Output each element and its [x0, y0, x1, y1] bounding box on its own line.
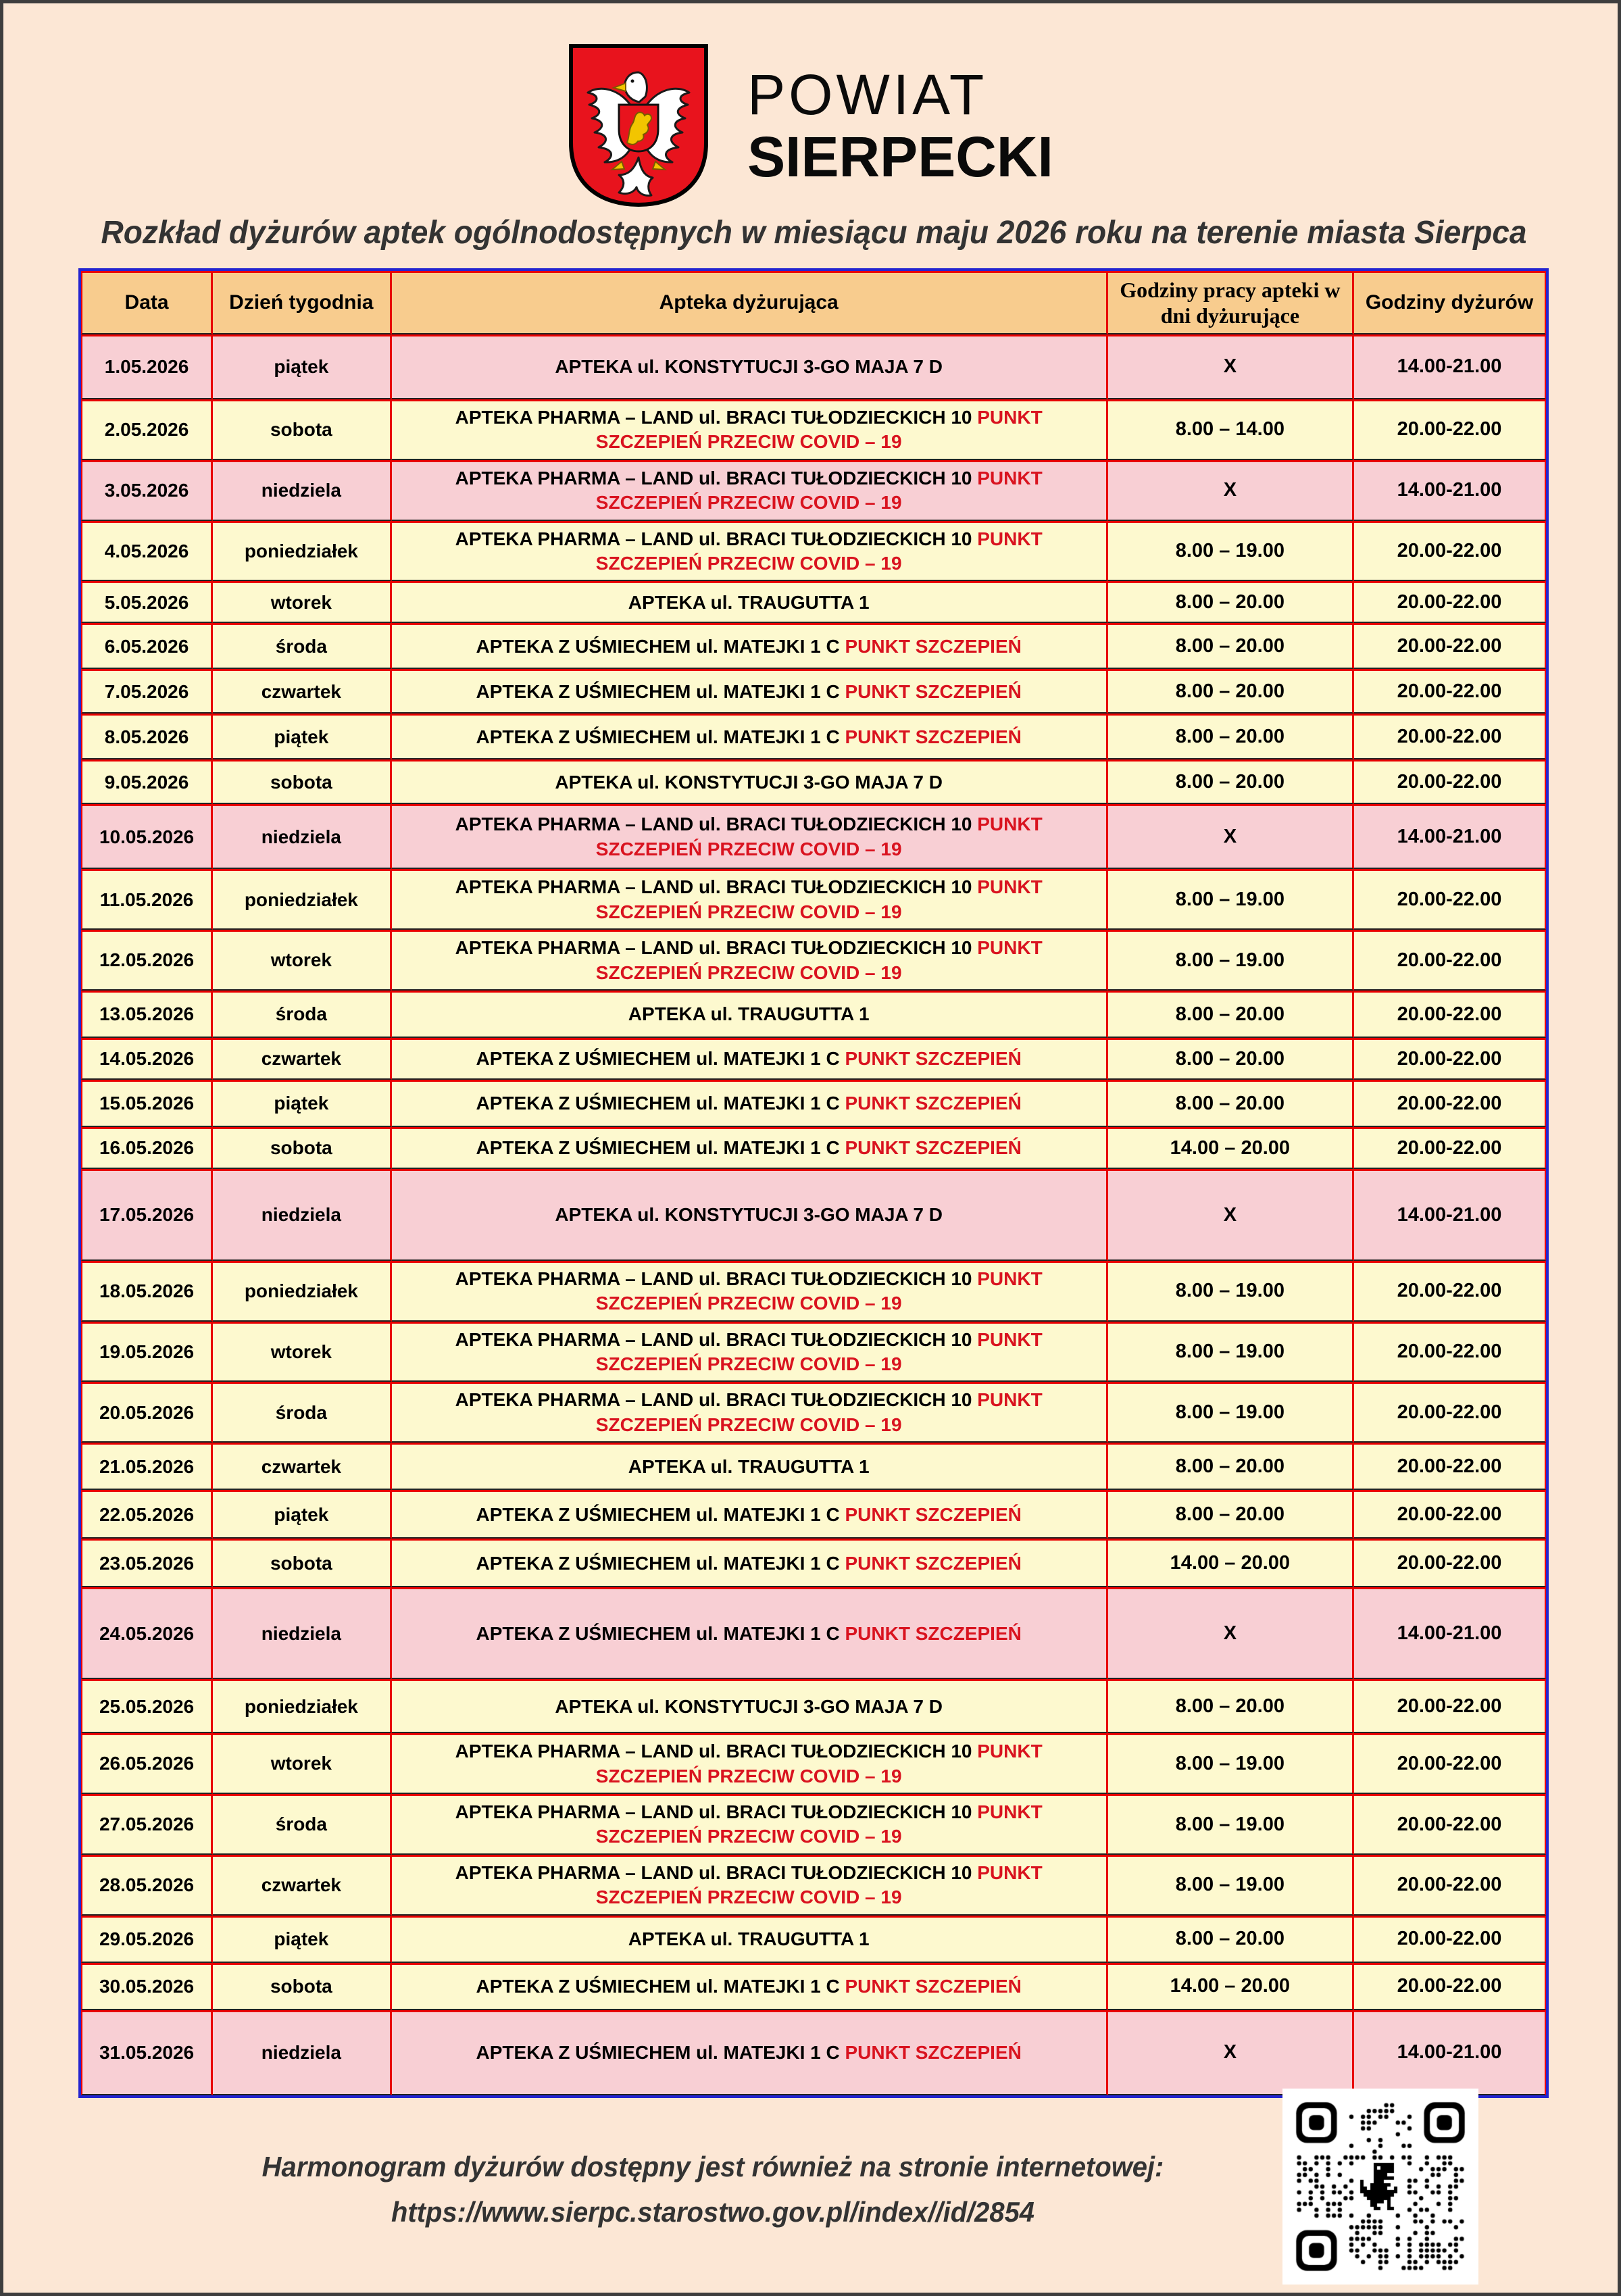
cell-day: środa: [213, 623, 391, 669]
cell-date: 16.05.2026: [81, 1127, 213, 1169]
cell-day: poniedziałek: [213, 1261, 391, 1322]
cell-date: 26.05.2026: [81, 1733, 213, 1794]
cell-date: 9.05.2026: [81, 759, 213, 804]
duty-schedule: [78, 268, 1549, 2098]
cell-pharmacy: APTEKA ul. TRAUGUTTA 1: [392, 1916, 1108, 1963]
cell-work-hours: X: [1108, 2010, 1354, 2095]
cell-pharmacy: APTEKA PHARMA – LAND ul. BRACI TUŁODZIECKICH 10 PUNKT SZCZEPIEŃ PRZECIW COVID – 19: [392, 460, 1108, 521]
table-row: [81, 2010, 1546, 2095]
cell-work-hours: 14.00 – 20.00: [1108, 1539, 1354, 1587]
coat-of-arms-icon: [568, 43, 709, 208]
cell-duty-hours: 20.00-22.00: [1354, 1127, 1546, 1169]
cell-pharmacy: APTEKA PHARMA – LAND ul. BRACI TUŁODZIECKICH 10 PUNKT SZCZEPIEŃ PRZECIW COVID – 19: [392, 1855, 1108, 1916]
cell-work-hours: 8.00 – 20.00: [1108, 759, 1354, 804]
cell-work-hours: 8.00 – 20.00: [1108, 669, 1354, 714]
cell-work-hours: X: [1108, 460, 1354, 521]
cell-day: czwartek: [213, 1855, 391, 1916]
cell-work-hours: X: [1108, 1587, 1354, 1679]
cell-duty-hours: 14.00-21.00: [1354, 1587, 1546, 1679]
cell-day: środa: [213, 1382, 391, 1443]
cell-pharmacy: APTEKA Z UŚMIECHEM ul. MATEJKI 1 C PUNKT SZCZEPIEŃ: [392, 1587, 1108, 1679]
cell-pharmacy: APTEKA Z UŚMIECHEM ul. MATEJKI 1 C PUNKT SZCZEPIEŃ: [392, 1080, 1108, 1127]
table-row: [81, 714, 1546, 759]
cell-pharmacy: APTEKA ul. KONSTYTUCJI 3-GO MAJA 7 D: [392, 1169, 1108, 1261]
cell-date: 3.05.2026: [81, 460, 213, 521]
cell-day: piątek: [213, 714, 391, 759]
table-row: [81, 1443, 1546, 1490]
cell-day: niedziela: [213, 804, 391, 869]
cell-work-hours: 8.00 – 19.00: [1108, 521, 1354, 582]
cell-pharmacy: APTEKA ul. TRAUGUTTA 1: [392, 581, 1108, 623]
cell-pharmacy: APTEKA Z UŚMIECHEM ul. MATEJKI 1 C PUNKT SZCZEPIEŃ: [392, 1490, 1108, 1539]
cell-duty-hours: 20.00-22.00: [1354, 991, 1546, 1038]
cell-date: 13.05.2026: [81, 991, 213, 1038]
cell-day: niedziela: [213, 2010, 391, 2095]
cell-duty-hours: 20.00-22.00: [1354, 1794, 1546, 1855]
cell-work-hours: 8.00 – 19.00: [1108, 1855, 1354, 1916]
table-row: [81, 1127, 1546, 1169]
cell-date: 1.05.2026: [81, 334, 213, 399]
footer-url: https://www.sierpc.starostwo.gov.pl/index//id/2854: [391, 2196, 1034, 2228]
duty-schedule-table: [81, 271, 1546, 2095]
cell-day: piątek: [213, 1916, 391, 1963]
cell-day: sobota: [213, 1539, 391, 1587]
cell-pharmacy: APTEKA Z UŚMIECHEM ul. MATEJKI 1 C PUNKT SZCZEPIEŃ: [392, 714, 1108, 759]
cell-work-hours: 8.00 – 20.00: [1108, 991, 1354, 1038]
cell-day: sobota: [213, 1127, 391, 1169]
column-header-3: Apteka dyżurująca: [392, 271, 1108, 334]
cell-date: 18.05.2026: [81, 1261, 213, 1322]
cell-work-hours: 8.00 – 20.00: [1108, 1443, 1354, 1490]
table-row: [81, 869, 1546, 930]
cell-date: 29.05.2026: [81, 1916, 213, 1963]
cell-day: czwartek: [213, 1038, 391, 1080]
cell-day: niedziela: [213, 1587, 391, 1679]
cell-pharmacy: APTEKA PHARMA – LAND ul. BRACI TUŁODZIECKICH 10 PUNKT SZCZEPIEŃ PRZECIW COVID – 19: [392, 804, 1108, 869]
cell-pharmacy: APTEKA Z UŚMIECHEM ul. MATEJKI 1 C PUNKT SZCZEPIEŃ: [392, 669, 1108, 714]
cell-duty-hours: 20.00-22.00: [1354, 1080, 1546, 1127]
cell-day: poniedziałek: [213, 1679, 391, 1733]
cell-pharmacy: APTEKA PHARMA – LAND ul. BRACI TUŁODZIECKICH 10 PUNKT SZCZEPIEŃ PRZECIW COVID – 19: [392, 869, 1108, 930]
table-row: [81, 623, 1546, 669]
cell-date: 8.05.2026: [81, 714, 213, 759]
cell-day: wtorek: [213, 1322, 391, 1382]
cell-work-hours: 8.00 – 20.00: [1108, 1038, 1354, 1080]
cell-work-hours: X: [1108, 1169, 1354, 1261]
cell-day: sobota: [213, 1963, 391, 2010]
cell-duty-hours: 20.00-22.00: [1354, 1679, 1546, 1733]
cell-work-hours: 14.00 – 20.00: [1108, 1127, 1354, 1169]
cell-day: sobota: [213, 399, 391, 460]
cell-duty-hours: 20.00-22.00: [1354, 1916, 1546, 1963]
cell-work-hours: 8.00 – 19.00: [1108, 1382, 1354, 1443]
cell-work-hours: 8.00 – 19.00: [1108, 1322, 1354, 1382]
cell-date: 10.05.2026: [81, 804, 213, 869]
cell-day: czwartek: [213, 669, 391, 714]
org-name: [747, 62, 1053, 189]
qr-code-icon: [1282, 2089, 1478, 2285]
cell-day: niedziela: [213, 1169, 391, 1261]
cell-duty-hours: 20.00-22.00: [1354, 669, 1546, 714]
cell-work-hours: X: [1108, 334, 1354, 399]
cell-date: 14.05.2026: [81, 1038, 213, 1080]
cell-day: piątek: [213, 334, 391, 399]
cell-date: 20.05.2026: [81, 1382, 213, 1443]
cell-date: 7.05.2026: [81, 669, 213, 714]
cell-work-hours: 8.00 – 20.00: [1108, 1916, 1354, 1963]
cell-duty-hours: 20.00-22.00: [1354, 521, 1546, 582]
cell-pharmacy: APTEKA PHARMA – LAND ul. BRACI TUŁODZIECKICH 10 PUNKT SZCZEPIEŃ PRZECIW COVID – 19: [392, 521, 1108, 582]
table-row: [81, 1794, 1546, 1855]
cell-pharmacy: APTEKA PHARMA – LAND ul. BRACI TUŁODZIECKICH 10 PUNKT SZCZEPIEŃ PRZECIW COVID – 19: [392, 399, 1108, 460]
cell-duty-hours: 20.00-22.00: [1354, 1322, 1546, 1382]
cell-duty-hours: 20.00-22.00: [1354, 623, 1546, 669]
cell-pharmacy: APTEKA PHARMA – LAND ul. BRACI TUŁODZIECKICH 10 PUNKT SZCZEPIEŃ PRZECIW COVID – 19: [392, 1382, 1108, 1443]
cell-work-hours: 8.00 – 14.00: [1108, 399, 1354, 460]
table-row: [81, 521, 1546, 582]
cell-work-hours: 8.00 – 19.00: [1108, 869, 1354, 930]
table-row: [81, 1080, 1546, 1127]
cell-work-hours: 8.00 – 19.00: [1108, 1261, 1354, 1322]
cell-pharmacy: APTEKA PHARMA – LAND ul. BRACI TUŁODZIECKICH 10 PUNKT SZCZEPIEŃ PRZECIW COVID – 19: [392, 1261, 1108, 1322]
cell-pharmacy: APTEKA ul. TRAUGUTTA 1: [392, 1443, 1108, 1490]
table-row: [81, 460, 1546, 521]
column-header-5: Godziny dyżurów: [1354, 271, 1546, 334]
table-row: [81, 1169, 1546, 1261]
cell-duty-hours: 20.00-22.00: [1354, 1855, 1546, 1916]
cell-duty-hours: 20.00-22.00: [1354, 759, 1546, 804]
cell-work-hours: 8.00 – 20.00: [1108, 1490, 1354, 1539]
cell-day: piątek: [213, 1490, 391, 1539]
cell-pharmacy: APTEKA PHARMA – LAND ul. BRACI TUŁODZIECKICH 10 PUNKT SZCZEPIEŃ PRZECIW COVID – 19: [392, 1733, 1108, 1794]
cell-pharmacy: APTEKA Z UŚMIECHEM ul. MATEJKI 1 C PUNKT SZCZEPIEŃ: [392, 2010, 1108, 2095]
cell-day: niedziela: [213, 460, 391, 521]
table-header-row: [81, 271, 1546, 334]
cell-date: 5.05.2026: [81, 581, 213, 623]
cell-work-hours: 8.00 – 20.00: [1108, 623, 1354, 669]
cell-date: 31.05.2026: [81, 2010, 213, 2095]
table-row: [81, 1261, 1546, 1322]
table-row: [81, 399, 1546, 460]
footer-line1: Harmonogram dyżurów dostępny jest również na stronie internetowej:: [261, 2151, 1164, 2182]
cell-date: 30.05.2026: [81, 1963, 213, 2010]
table-row: [81, 669, 1546, 714]
cell-duty-hours: 20.00-22.00: [1354, 869, 1546, 930]
cell-duty-hours: 14.00-21.00: [1354, 804, 1546, 869]
table-row: [81, 804, 1546, 869]
cell-work-hours: 8.00 – 20.00: [1108, 1679, 1354, 1733]
cell-duty-hours: 20.00-22.00: [1354, 1490, 1546, 1539]
cell-duty-hours: 14.00-21.00: [1354, 460, 1546, 521]
table-row: [81, 1587, 1546, 1679]
cell-date: 4.05.2026: [81, 521, 213, 582]
column-header-1: Data: [81, 271, 213, 334]
table-row: [81, 1679, 1546, 1733]
org-name-line1: POWIAT: [747, 62, 988, 126]
cell-day: środa: [213, 991, 391, 1038]
table-row: [81, 1916, 1546, 1963]
cell-day: piątek: [213, 1080, 391, 1127]
cell-date: 17.05.2026: [81, 1169, 213, 1261]
cell-pharmacy: APTEKA PHARMA – LAND ul. BRACI TUŁODZIECKICH 10 PUNKT SZCZEPIEŃ PRZECIW COVID – 19: [392, 1794, 1108, 1855]
table-row: [81, 1963, 1546, 2010]
table-row: [81, 1539, 1546, 1587]
cell-duty-hours: 20.00-22.00: [1354, 581, 1546, 623]
cell-pharmacy: APTEKA ul. KONSTYTUCJI 3-GO MAJA 7 D: [392, 1679, 1108, 1733]
cell-pharmacy: APTEKA Z UŚMIECHEM ul. MATEJKI 1 C PUNKT SZCZEPIEŃ: [392, 1539, 1108, 1587]
column-header-2: Dzień tygodnia: [213, 271, 391, 334]
cell-day: wtorek: [213, 930, 391, 991]
table-row: [81, 1322, 1546, 1382]
county-logo: [3, 43, 1618, 208]
cell-day: wtorek: [213, 581, 391, 623]
cell-work-hours: 8.00 – 20.00: [1108, 1080, 1354, 1127]
cell-day: poniedziałek: [213, 869, 391, 930]
table-row: [81, 334, 1546, 399]
cell-duty-hours: 20.00-22.00: [1354, 1261, 1546, 1322]
footer-note: [142, 2144, 1285, 2235]
cell-date: 21.05.2026: [81, 1443, 213, 1490]
cell-date: 28.05.2026: [81, 1855, 213, 1916]
cell-day: wtorek: [213, 1733, 391, 1794]
cell-date: 15.05.2026: [81, 1080, 213, 1127]
table-row: [81, 1733, 1546, 1794]
cell-work-hours: 8.00 – 19.00: [1108, 1733, 1354, 1794]
cell-duty-hours: 20.00-22.00: [1354, 1038, 1546, 1080]
cell-duty-hours: 20.00-22.00: [1354, 1382, 1546, 1443]
cell-date: 27.05.2026: [81, 1794, 213, 1855]
cell-date: 22.05.2026: [81, 1490, 213, 1539]
cell-day: czwartek: [213, 1443, 391, 1490]
table-row: [81, 1490, 1546, 1539]
cell-duty-hours: 20.00-22.00: [1354, 1443, 1546, 1490]
table-row: [81, 759, 1546, 804]
page-title: Rozkład dyżurów aptek ogólnodostępnych w miesiącu maju 2026 roku na terenie miasta Sierpca: [101, 215, 1527, 251]
cell-work-hours: 14.00 – 20.00: [1108, 1963, 1354, 2010]
table-row: [81, 1382, 1546, 1443]
cell-day: sobota: [213, 759, 391, 804]
cell-duty-hours: 20.00-22.00: [1354, 399, 1546, 460]
cell-work-hours: 8.00 – 19.00: [1108, 930, 1354, 991]
cell-duty-hours: 20.00-22.00: [1354, 1733, 1546, 1794]
table-row: [81, 930, 1546, 991]
cell-duty-hours: 14.00-21.00: [1354, 2010, 1546, 2095]
column-header-4: Godziny pracy apteki w dni dyżurujące: [1108, 271, 1354, 334]
cell-pharmacy: APTEKA Z UŚMIECHEM ul. MATEJKI 1 C PUNKT SZCZEPIEŃ: [392, 1038, 1108, 1080]
org-name-line2: SIERPECKI: [747, 124, 1053, 189]
cell-pharmacy: APTEKA ul. KONSTYTUCJI 3-GO MAJA 7 D: [392, 759, 1108, 804]
table-row: [81, 991, 1546, 1038]
cell-day: środa: [213, 1794, 391, 1855]
cell-work-hours: 8.00 – 20.00: [1108, 714, 1354, 759]
cell-date: 12.05.2026: [81, 930, 213, 991]
cell-date: 25.05.2026: [81, 1679, 213, 1733]
table-row: [81, 581, 1546, 623]
cell-work-hours: 8.00 – 19.00: [1108, 1794, 1354, 1855]
cell-date: 19.05.2026: [81, 1322, 213, 1382]
cell-work-hours: X: [1108, 804, 1354, 869]
table-row: [81, 1038, 1546, 1080]
cell-duty-hours: 20.00-22.00: [1354, 1539, 1546, 1587]
cell-date: 11.05.2026: [81, 869, 213, 930]
cell-duty-hours: 20.00-22.00: [1354, 714, 1546, 759]
cell-duty-hours: 14.00-21.00: [1354, 334, 1546, 399]
cell-duty-hours: 14.00-21.00: [1354, 1169, 1546, 1261]
cell-date: 6.05.2026: [81, 623, 213, 669]
cell-pharmacy: APTEKA ul. TRAUGUTTA 1: [392, 991, 1108, 1038]
cell-pharmacy: APTEKA ul. KONSTYTUCJI 3-GO MAJA 7 D: [392, 334, 1108, 399]
cell-work-hours: 8.00 – 20.00: [1108, 581, 1354, 623]
cell-duty-hours: 20.00-22.00: [1354, 930, 1546, 991]
cell-duty-hours: 20.00-22.00: [1354, 1963, 1546, 2010]
cell-pharmacy: APTEKA Z UŚMIECHEM ul. MATEJKI 1 C PUNKT SZCZEPIEŃ: [392, 623, 1108, 669]
cell-date: 24.05.2026: [81, 1587, 213, 1679]
cell-pharmacy: APTEKA Z UŚMIECHEM ul. MATEJKI 1 C PUNKT SZCZEPIEŃ: [392, 1127, 1108, 1169]
cell-date: 2.05.2026: [81, 399, 213, 460]
cell-pharmacy: APTEKA PHARMA – LAND ul. BRACI TUŁODZIECKICH 10 PUNKT SZCZEPIEŃ PRZECIW COVID – 19: [392, 1322, 1108, 1382]
cell-pharmacy: APTEKA Z UŚMIECHEM ul. MATEJKI 1 C PUNKT SZCZEPIEŃ: [392, 1963, 1108, 2010]
cell-day: poniedziałek: [213, 521, 391, 582]
cell-pharmacy: APTEKA PHARMA – LAND ul. BRACI TUŁODZIECKICH 10 PUNKT SZCZEPIEŃ PRZECIW COVID – 19: [392, 930, 1108, 991]
cell-date: 23.05.2026: [81, 1539, 213, 1587]
table-row: [81, 1855, 1546, 1916]
